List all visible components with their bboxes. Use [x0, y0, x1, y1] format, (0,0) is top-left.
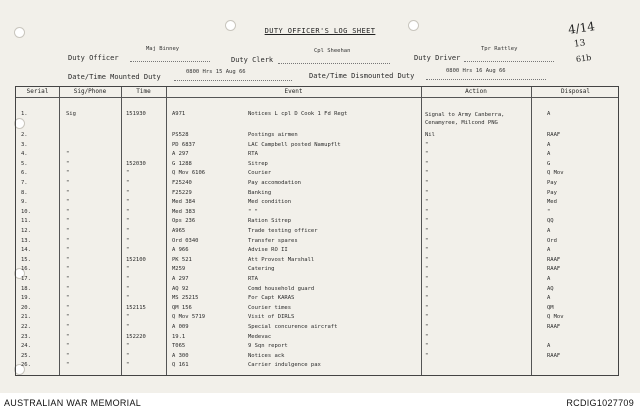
cell-disposal: Med: [547, 199, 557, 206]
cell-ref: PD 6837: [172, 141, 196, 148]
cell-time: ": [126, 199, 130, 206]
cell-event: Courier: [248, 170, 272, 177]
cell-time: 152100: [126, 256, 146, 263]
cell-sig: ": [66, 285, 70, 292]
cell-ref: Med 383: [172, 208, 196, 215]
cell-serial: 8.: [21, 189, 28, 196]
col-header-event: Event: [284, 88, 303, 95]
cell-disposal: A: [547, 151, 551, 158]
cell-sig: ": [66, 237, 70, 244]
cell-event: Notices L cpl D Cook 1 Fd Regt: [248, 111, 348, 117]
cell-time: ": [126, 276, 130, 282]
cell-time: ": [126, 266, 130, 273]
cell-disposal: QQ: [547, 218, 554, 225]
log-row: [16, 151, 620, 158]
cell-event: Visit of DIRLS: [248, 314, 295, 321]
cell-sig: ": [66, 333, 70, 340]
cell-sig: ": [66, 208, 70, 215]
cell-disposal: A: [547, 228, 551, 234]
log-row: [16, 314, 620, 321]
cell-ref: 19.1: [172, 333, 186, 340]
log-row: [16, 324, 620, 331]
cell-time: ": [126, 180, 130, 186]
cell-serial: 20.: [21, 304, 31, 311]
cell-ref: PS528: [172, 132, 189, 138]
cell-action: ": [425, 160, 429, 167]
cell-sig: ": [66, 151, 70, 158]
cell-serial: 2.: [21, 132, 28, 138]
cell-ref: G 1288: [172, 160, 192, 167]
cell-disposal: RAAF: [547, 256, 561, 263]
log-row: [16, 209, 620, 216]
log-row: [16, 161, 620, 168]
cell-serial: 26.: [21, 362, 31, 369]
cell-event: Med condition: [248, 199, 292, 206]
log-row: [16, 190, 620, 197]
cell-event: Postings airmen: [248, 132, 298, 138]
cell-ref: T065: [172, 343, 186, 350]
cell-event: Ration Sitrep: [248, 218, 292, 225]
cell-action: ": [425, 352, 429, 359]
cell-disposal: A: [547, 343, 551, 350]
cell-ref: A 966: [172, 247, 189, 254]
cell-ref: A 300: [172, 352, 189, 359]
cell-serial: 19.: [21, 295, 31, 302]
cell-time: ": [126, 208, 130, 215]
cell-serial: 6.: [21, 170, 28, 177]
cell-ref: M259: [172, 266, 186, 273]
cell-time: ": [126, 295, 130, 302]
cell-disposal: Pay: [547, 189, 557, 196]
cell-event: Transfer spares: [248, 237, 298, 244]
cell-action: ": [425, 228, 429, 234]
cell-serial: 9.: [21, 199, 28, 206]
cell-sig: ": [66, 324, 70, 330]
cell-disposal: A: [547, 247, 551, 254]
cell-serial: 22.: [21, 324, 31, 330]
cell-disposal: ": [547, 208, 551, 215]
cell-serial: 5.: [21, 160, 28, 167]
cell-sig: ": [66, 362, 70, 369]
log-row: [16, 295, 620, 302]
cell-serial: 16.: [21, 266, 31, 273]
cell-event: LAC Campbell posted Namupflt: [248, 141, 341, 148]
sheet-title: DUTY OFFICER'S LOG SHEET: [264, 27, 376, 35]
log-row: [16, 343, 620, 350]
cell-action: ": [425, 208, 429, 215]
cell-ref: PK 521: [172, 256, 192, 263]
cell-event: Banking: [248, 189, 272, 196]
cell-sig: ": [66, 304, 70, 311]
cell-disposal: A: [547, 141, 551, 148]
cell-sig: ": [66, 295, 70, 302]
cell-disposal: RAAF: [547, 324, 561, 330]
cell-disposal: RAAF: [547, 132, 561, 138]
log-row: [16, 286, 620, 293]
handwritten-folio-number: 4/14: [567, 19, 596, 37]
mounted-label: Date/Time Mounted Duty: [68, 73, 161, 81]
cell-sig: ": [66, 180, 70, 186]
cell-time: ": [126, 170, 130, 177]
log-row: [16, 362, 620, 369]
cell-serial: 12.: [21, 228, 31, 234]
cell-action: ": [425, 218, 429, 225]
cell-serial: 24.: [21, 343, 31, 350]
log-row: [16, 257, 620, 264]
cell-sig: ": [66, 314, 70, 321]
cell-event: Att Provost Marshall: [248, 256, 315, 263]
cell-event: Carrier indulgence pax: [248, 362, 321, 369]
col-header-time: Time: [136, 88, 151, 95]
cell-ref: A965: [172, 228, 186, 234]
cell-disposal: G: [547, 160, 551, 167]
cell-action: ": [425, 285, 429, 292]
cell-ref: MS 25215: [172, 295, 199, 302]
cell-serial: 17.: [21, 276, 31, 282]
cell-event: Advise RO II: [248, 247, 288, 254]
mounted-value: 0800 Hrs 15 Aug 66: [186, 69, 246, 75]
cell-serial: 7.: [21, 180, 28, 186]
cell-disposal: Q Mov: [547, 170, 564, 177]
col-header-serial: Serial: [26, 88, 49, 95]
cell-event: " ": [248, 208, 258, 215]
cell-action: ": [425, 189, 429, 196]
cell-time: 152220: [126, 333, 146, 340]
cell-event: RTA: [248, 151, 258, 158]
cell-sig: ": [66, 189, 70, 196]
cell-disposal: Pay: [547, 180, 557, 186]
cell-serial: 14.: [21, 247, 31, 254]
cell-sig: ": [66, 218, 70, 225]
cell-event: For Capt KARAS: [248, 295, 295, 302]
cell-sig: ": [66, 170, 70, 177]
log-row: [16, 170, 620, 177]
cell-serial: 15.: [21, 256, 31, 263]
cell-action: ": [425, 266, 429, 273]
dismounted-label: Date/Time Dismounted Duty: [309, 72, 415, 80]
cell-sig: ": [66, 343, 70, 350]
duty-driver-label: Duty Driver: [414, 54, 461, 62]
cell-ref: Q Mov 5719: [172, 314, 206, 321]
cell-time: 151930: [126, 111, 146, 117]
cell-ref: A 297: [172, 151, 189, 158]
cell-disposal: A: [547, 276, 551, 282]
cell-sig: ": [66, 228, 70, 234]
cell-ref: A971: [172, 111, 186, 117]
cell-ref: QM 156: [172, 304, 192, 311]
cell-time: ": [126, 314, 130, 321]
cell-event: Special concurence aircraft: [248, 324, 338, 330]
col-header-disposal: Disposal: [561, 88, 590, 95]
cell-action: ": [425, 180, 429, 186]
cell-action: ": [425, 295, 429, 302]
cell-action: ": [425, 141, 429, 148]
cell-ref: A 297: [172, 276, 189, 282]
cell-time: ": [126, 189, 130, 196]
cell-action: ": [425, 343, 429, 350]
cell-disposal: A: [547, 295, 551, 302]
cell-serial: 3.: [21, 141, 28, 148]
cell-ref: Ops 236: [172, 218, 196, 225]
log-row: [16, 111, 620, 126]
cell-action: Nil: [425, 132, 435, 138]
cell-disposal: A: [547, 111, 551, 117]
cell-event: Courier times: [248, 304, 292, 311]
handwritten-sheet-number: 13: [573, 38, 587, 50]
cell-time: ": [126, 247, 130, 254]
cell-serial: 11.: [21, 218, 31, 225]
cell-event: 9 Sqn report: [248, 343, 288, 350]
col-header-action: Action: [465, 88, 487, 95]
cell-action: ": [425, 199, 429, 206]
cell-ref: Med 384: [172, 199, 196, 206]
cell-disposal: RAAF: [547, 266, 561, 273]
cell-disposal: RAAF: [547, 352, 561, 359]
cell-sig: ": [66, 266, 70, 273]
cell-event: Trade testing officer: [248, 228, 318, 234]
cell-sig: ": [66, 199, 70, 206]
log-row: [16, 142, 620, 149]
cell-time: ": [126, 228, 130, 234]
log-row: [16, 218, 620, 225]
cell-serial: 23.: [21, 333, 31, 340]
cell-serial: 1.: [21, 111, 28, 117]
cell-disposal: AQ: [547, 285, 554, 292]
duty-officer-label: Duty Officer: [68, 54, 119, 62]
log-row: [16, 276, 620, 283]
cell-ref: AQ 92: [172, 285, 189, 292]
cell-action: ": [425, 276, 429, 282]
dismounted-value: 0800 Hrs 16 Aug 66: [446, 68, 506, 74]
cell-ref: Q Mov 6106: [172, 170, 206, 177]
cell-ref: F25240: [172, 180, 192, 186]
log-row: [16, 199, 620, 206]
cell-serial: 13.: [21, 237, 31, 244]
cell-action: Signal to Army Canberra, Cenamyree, Milcond PNG: [425, 112, 505, 126]
log-row: [16, 247, 620, 254]
cell-sig: ": [66, 247, 70, 254]
cell-sig: ": [66, 276, 70, 282]
cell-action: ": [425, 333, 429, 340]
cell-sig: ": [66, 160, 70, 167]
cell-time: ": [126, 237, 130, 244]
cell-event: Catering: [248, 266, 275, 273]
cell-event: Sitrep: [248, 160, 268, 167]
log-row: [16, 132, 620, 139]
archive-reference: RCDIG1027709: [566, 398, 634, 408]
cell-time: ": [126, 285, 130, 292]
log-row: [16, 180, 620, 187]
cell-sig: ": [66, 352, 70, 359]
cell-action: ": [425, 256, 429, 263]
cell-event: Medevac: [248, 333, 272, 340]
cell-ref: A 009: [172, 324, 189, 330]
cell-time: ": [126, 324, 130, 330]
duty-driver-value: Tpr Rattley: [481, 46, 518, 52]
cell-event: Notices ack: [248, 352, 285, 359]
col-header-sig-phone: Sig/Phone: [73, 88, 107, 95]
cell-time: ": [126, 218, 130, 225]
handwritten-file-mark: 61b: [575, 52, 592, 65]
archive-credit: AUSTRALIAN WAR MEMORIAL: [4, 398, 142, 408]
cell-disposal: Q Mov: [547, 314, 564, 321]
cell-serial: 25.: [21, 352, 31, 359]
cell-event: RTA: [248, 276, 258, 282]
cell-time: ": [126, 343, 130, 350]
log-row: [16, 305, 620, 312]
cell-disposal: Ord: [547, 237, 557, 244]
log-row: [16, 334, 620, 341]
cell-time: 152115: [126, 304, 146, 311]
log-row: [16, 238, 620, 245]
log-table: [15, 86, 619, 376]
cell-action: ": [425, 247, 429, 254]
cell-time: ": [126, 352, 130, 359]
cell-action: ": [425, 324, 429, 330]
log-row: [16, 228, 620, 235]
cell-sig: ": [66, 256, 70, 263]
cell-event: Comd household guard: [248, 285, 315, 292]
cell-ref: Ord 0340: [172, 237, 199, 244]
cell-sig: Sig: [66, 111, 76, 117]
cell-action: ": [425, 304, 429, 311]
duty-officer-value: Maj Binney: [146, 46, 180, 52]
cell-serial: 4.: [21, 151, 28, 158]
cell-time: ": [126, 362, 130, 369]
cell-disposal: QM: [547, 304, 554, 311]
cell-ref: F25229: [172, 189, 192, 196]
duty-clerk-label: Duty Clerk: [231, 56, 274, 64]
cell-action: ": [425, 170, 429, 177]
cell-ref: Q 161: [172, 362, 189, 369]
cell-action: ": [425, 314, 429, 321]
cell-event: Pay accomodation: [248, 180, 301, 186]
cell-serial: 21.: [21, 314, 31, 321]
duty-clerk-value: Cpl Sheehan: [314, 48, 351, 54]
cell-serial: 18.: [21, 285, 31, 292]
cell-action: ": [425, 151, 429, 158]
cell-action: ": [425, 237, 429, 244]
log-row: [16, 353, 620, 360]
cell-serial: 10.: [21, 208, 31, 215]
log-row: [16, 266, 620, 273]
cell-time: 152030: [126, 160, 146, 167]
